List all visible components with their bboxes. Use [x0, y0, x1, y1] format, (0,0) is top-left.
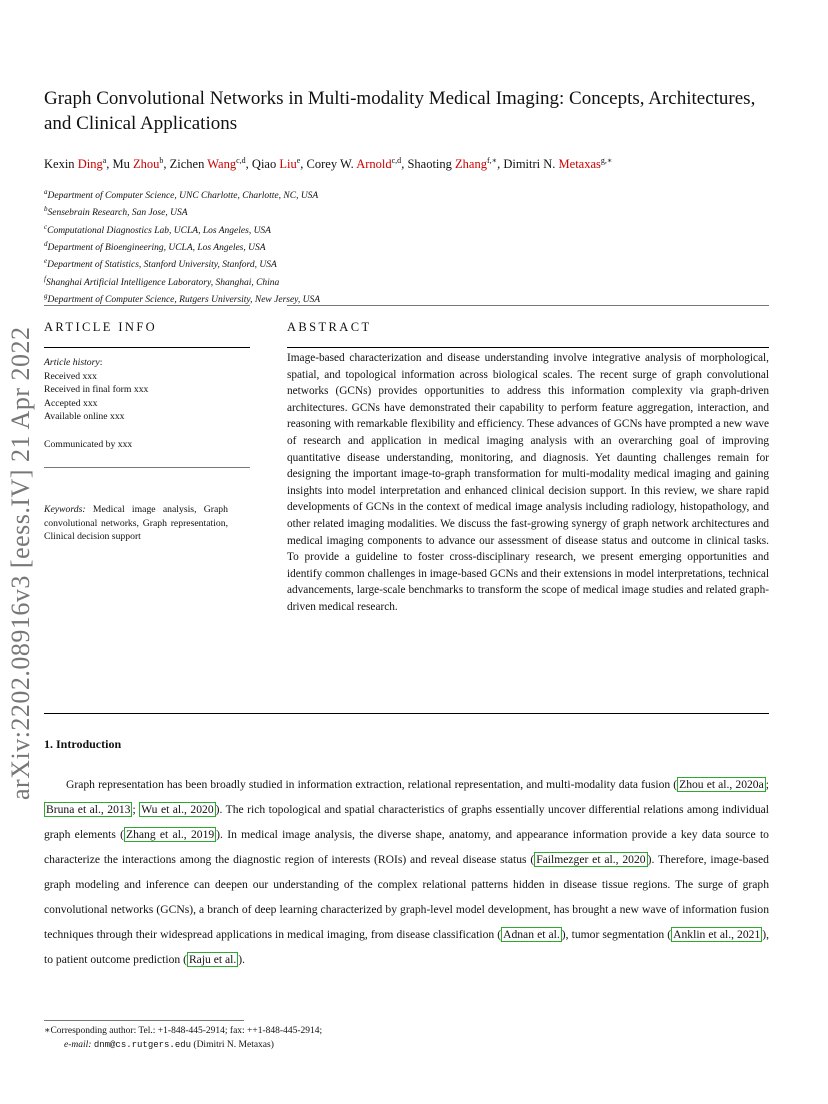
history-item: Accepted xxx — [44, 397, 98, 409]
history-lines — [44, 370, 148, 424]
author-separator: , — [106, 157, 113, 172]
affiliation-text: Shanghai Artificial Intelligence Laboratory, Shanghai, China — [45, 277, 280, 288]
author-first-name: Qiao — [251, 157, 280, 172]
article-info-heading: ARTICLE INFO — [44, 320, 158, 334]
body-text: ). In medical image analysis, the diverse shape, anatomy, and appearance information provide a key data source to characterize the interactions among the diagnostic region of interests (ROIs) and reveal disease status ( — [44, 828, 769, 866]
abstract-text: Image-based characterization and disease understanding involve integrative analysis of morphological, spatial, and topological information across biological scales. The recent surge of graph convolutional networks (GCNs) provides opportunities to address this information complexity via graph-driven architectures. GCNs have demonstrated their capability to perform feature aggregation, interaction, and reasoning with remarkable flexibility and efficiency. These advances of GCNs have prompted a new wave of research and application in medical imaging analysis with an overarching goal of improving quantitative disease understanding, monitoring, and diagnosis. Yet daunting challenges remain for designing the important image-to-graph transformation for multi-modality medical imaging and gaining insights into model interpretation and enhanced clinical decision support. In this review, we share rapid developments of GCNs in the context of medical image analysis including radiology, histopathology, and other related imaging modalities. We discuss the fast-growing synergy of graph network architectures and medical imaging components to advance our assessment of disease status and outcome in clinical tasks. To provide a guideline to foster cross-disciplinary research, we present emerging opportunities and identify common challenges in image-based GCNs and their extensions in model interpretations, technical advancements, large-scale benchmarks to transform the scope of medical image studies and related graph-driven medical research. — [287, 352, 769, 613]
affiliation-text: Computational Diagnostics Lab, UCLA, Los Angeles, USA — [47, 225, 271, 236]
divider — [44, 713, 769, 714]
author-separator: , — [163, 157, 170, 172]
article-history — [44, 356, 148, 451]
divider — [44, 347, 250, 348]
arxiv-identifier: arXiv:2202.08916v3 [eess.IV] 21 Apr 2022 — [6, 326, 35, 800]
citation-link[interactable]: Zhang et al., 2019 — [126, 828, 215, 841]
citation-link[interactable]: Bruna et al., 2013 — [46, 803, 131, 816]
keywords — [44, 503, 228, 544]
abstract-heading: ABSTRACT — [287, 320, 372, 334]
footnote-contact: ∗Corresponding author: Tel.: +1-848-445-2914; fax: ++1-848-445-2914; — [44, 1026, 323, 1036]
author-separator: , — [401, 157, 408, 172]
affiliation-text: Department of Computer Science, UNC Charlotte, Charlotte, NC, USA — [47, 191, 319, 202]
affiliation-mark: b — [44, 205, 48, 214]
affiliation-text: Department of Bioengineering, UCLA, Los Angeles, USA — [47, 243, 266, 254]
divider — [287, 305, 769, 306]
affiliation — [44, 203, 320, 220]
author-affiliation-mark: f,∗ — [486, 156, 498, 165]
affiliation-mark: g — [44, 292, 48, 301]
affiliation — [44, 221, 320, 238]
communicated-by: Communicated by xxx — [44, 438, 133, 450]
author-first-name: Mu — [112, 157, 133, 172]
affiliation-mark: f — [44, 274, 46, 283]
affiliation — [44, 186, 320, 203]
citation-link[interactable]: Raju et al. — [188, 953, 237, 966]
body-text: ). Therefore, image-based graph modeling and inference can deepen our understanding of the complex relational patterns hidden in disease tissue regions. The surge of graph convolutional networks (GCNs), a branch of deep learning characterized by graph-level model development, has brought a new wave of information fusion techniques through their widespread applications in medical imaging, from disease classification ( — [44, 853, 769, 941]
divider — [287, 347, 769, 348]
email-owner: (Dimitri N. Metaxas) — [191, 1039, 274, 1050]
author-separator: , — [245, 157, 252, 172]
introduction-body — [44, 772, 769, 972]
affiliation — [44, 255, 320, 272]
body-text: ). The rich topological and spatial characteristics of graphs essentially uncover differential relations among individual graph elements ( — [44, 803, 769, 841]
history-item: Available online xxx — [44, 411, 125, 422]
citation-link[interactable]: Anklin et al., 2021 — [673, 928, 761, 941]
author-separator: , — [300, 157, 307, 172]
author-affiliation-mark: c,d — [391, 156, 402, 165]
body-text: ; — [765, 778, 769, 791]
author-affiliation-mark: a — [102, 156, 107, 165]
author-separator: , — [497, 157, 504, 172]
divider — [44, 467, 250, 468]
affiliation-list — [44, 186, 320, 308]
author-last-name[interactable]: Ding — [77, 157, 103, 172]
affiliation-mark: e — [44, 257, 48, 266]
email-label: e-mail: — [64, 1039, 92, 1050]
author-list — [44, 156, 804, 172]
affiliation — [44, 273, 320, 290]
history-colon: : — [99, 357, 103, 368]
citation-link[interactable]: Zhou et al., 2020a — [679, 778, 764, 791]
body-text: ), to patient outcome prediction ( — [44, 928, 770, 966]
author-affiliation-mark: e — [296, 156, 301, 165]
citation-link[interactable]: Wu et al., 2020 — [141, 803, 214, 816]
author-first-name: Zichen — [169, 157, 208, 172]
author-last-name[interactable]: Zhang — [455, 157, 487, 172]
paper-title: Graph Convolutional Networks in Multi-modality Medical Imaging: Concepts, Architectures, and Clinical Applications — [44, 88, 756, 134]
history-label: Article history — [44, 357, 100, 368]
section-heading-introduction: 1. Introduction — [44, 737, 122, 751]
author-affiliation-mark: g,∗ — [600, 156, 613, 165]
footnote-divider — [44, 1020, 244, 1021]
affiliation-mark: d — [44, 240, 48, 249]
introduction-paragraph — [44, 772, 769, 972]
keywords-text: Medical image analysis, Graph convolutional networks, Graph representation, Clinical decision support — [44, 504, 228, 542]
body-text: ), tumor segmentation ( — [561, 928, 672, 941]
author-first-name: Kexin — [44, 157, 78, 172]
footnote — [44, 1025, 322, 1052]
author-last-name[interactable]: Wang — [207, 157, 237, 172]
author-last-name[interactable]: Liu — [279, 157, 297, 172]
keywords-label: Keywords: — [44, 504, 86, 515]
author-first-name: Dimitri N. — [503, 157, 559, 172]
author-first-name: Corey W. — [306, 157, 357, 172]
author-last-name[interactable]: Metaxas — [558, 157, 601, 172]
history-item: Received in final form xxx — [44, 384, 149, 395]
author-last-name[interactable]: Arnold — [356, 157, 392, 172]
citation-link[interactable]: Failmezger et al., 2020 — [536, 853, 646, 866]
body-text: ). — [238, 953, 246, 966]
affiliation — [44, 238, 320, 255]
divider — [44, 305, 250, 306]
history-item: Received xxx — [44, 370, 97, 382]
author-affiliation-mark: b — [159, 156, 164, 165]
author-first-name: Shaoting — [407, 157, 456, 172]
affiliation-text: Sensebrain Research, San Jose, USA — [47, 208, 188, 219]
author-affiliation-mark: c,d — [236, 156, 246, 165]
email-address[interactable]: dnm@cs.rutgers.edu — [93, 1039, 192, 1050]
affiliation-mark: c — [44, 222, 48, 231]
affiliation-mark: a — [44, 188, 48, 196]
affiliation-text: Department of Computer Science, Rutgers University, New Jersey, USA — [47, 295, 321, 306]
body-text: ; — [132, 803, 140, 816]
body-text: Graph representation has been broadly studied in information extraction, relational representation, and multi-modality data fusion ( — [66, 778, 678, 791]
citation-link[interactable]: Adnan et al. — [503, 928, 560, 941]
affiliation-text: Department of Statistics, Stanford University, Stanford, USA — [47, 260, 277, 271]
author-last-name[interactable]: Zhou — [133, 157, 160, 172]
